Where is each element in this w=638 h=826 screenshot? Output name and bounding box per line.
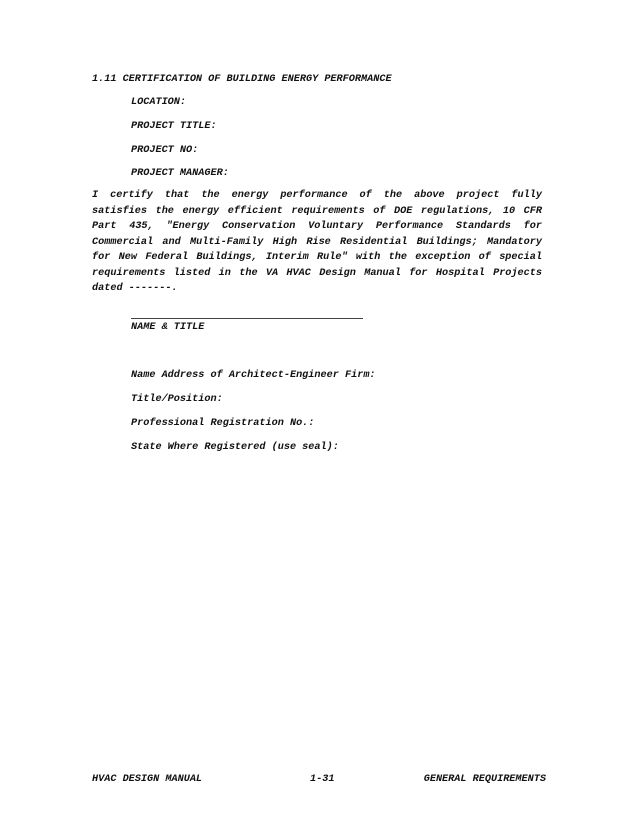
certification-line: Part 435, "Energy Conservation Voluntary Performance Standards for [92, 221, 542, 232]
certification-line: Commercial and Multi-Family High Rise Residential Buildings; Mandatory [92, 236, 542, 248]
project-title-field-label: PROJECT TITLE: [131, 121, 217, 132]
certification-line: dated -------. [92, 283, 178, 294]
location-field-label: LOCATION: [131, 97, 187, 108]
certification-paragraph [92, 188, 542, 297]
footer-section-title: GENERAL REQUIREMENTS [423, 774, 546, 785]
project-manager-field-label: PROJECT MANAGER: [131, 168, 229, 179]
name-title-label: NAME & TITLE [131, 322, 205, 333]
certification-line: satisfies the energy efficient requirements of DOE regulations, 10 CFR [92, 205, 542, 217]
footer-page-number: 1-31 [310, 774, 335, 785]
signature-line [131, 318, 363, 319]
section-heading: 1.11 CERTIFICATION OF BUILDING ENERGY PERFORMANCE [92, 74, 392, 85]
state-registered-label: State Where Registered (use seal): [131, 442, 339, 453]
firm-name-address-label: Name Address of Architect-Engineer Firm: [131, 370, 376, 381]
project-no-field-label: PROJECT NO: [131, 145, 199, 156]
registration-number-label: Professional Registration No.: [131, 418, 315, 429]
certification-line: requirements listed in the VA HVAC Design Manual for Hospital Projects [92, 267, 542, 279]
title-position-label: Title/Position: [131, 394, 223, 405]
certification-line: I certify that the energy performance of the above project fully [92, 190, 542, 201]
certification-line: for New Federal Buildings, Interim Rule" with the exception of special [92, 252, 542, 263]
footer-manual-title: HVAC DESIGN MANUAL [92, 774, 203, 785]
